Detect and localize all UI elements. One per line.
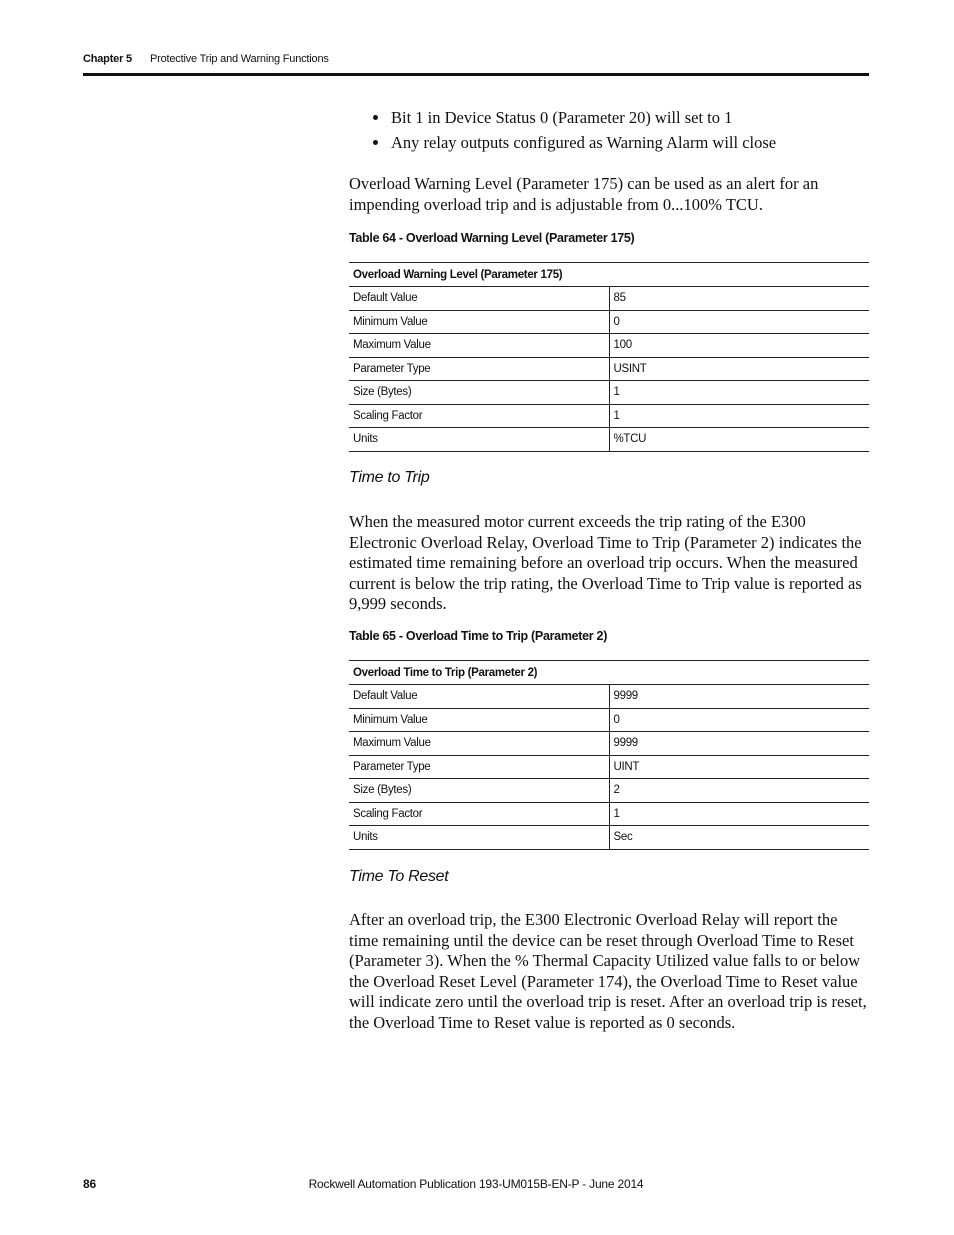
time-to-trip-paragraph: When the measured motor current exceeds the trip rating of the E300 Electronic Overload Relay, Overload Time to Trip (Parameter 2) indicates the estimated time remaining before an overload trip occurs. When the measured current is below the trip rating, the Overload Time to Trip value is reported as 9,999 seconds. <box>349 512 862 613</box>
page-number: 86 <box>83 1177 96 1191</box>
time-to-reset-heading: Time To Reset <box>349 868 449 885</box>
status-bullet-list <box>349 105 869 155</box>
chapter-label: Chapter 5 <box>83 53 132 65</box>
table-row: Parameter Type USINT <box>349 357 869 381</box>
list-item: Bit 1 in Device Status 0 (Parameter 20) will set to 1 <box>349 105 869 130</box>
bullet-icon <box>373 115 378 120</box>
bullet-icon <box>373 140 378 145</box>
table-row: Units %TCU <box>349 428 869 452</box>
table65 <box>349 660 869 850</box>
section-title: Protective Trip and Warning Functions <box>150 53 329 65</box>
table64-caption: Table 64 - Overload Warning Level (Parameter 175) <box>349 231 635 245</box>
table-row: Maximum Value 100 <box>349 334 869 358</box>
header-rule <box>83 73 869 76</box>
list-item: Any relay outputs configured as Warning Alarm will close <box>349 130 869 155</box>
table-row: Scaling Factor 1 <box>349 404 869 428</box>
table-row: Default Value 9999 <box>349 685 869 709</box>
table-row: Parameter Type UINT <box>349 755 869 779</box>
table-row: Maximum Value 9999 <box>349 732 869 756</box>
intro-paragraph: Overload Warning Level (Parameter 175) can be used as an alert for an impending overload trip and is adjustable from 0...100% TCU. <box>349 174 819 214</box>
time-to-reset-paragraph: After an overload trip, the E300 Electronic Overload Relay will report the time remaining until the device can be reset through Overload Time to Reset (Parameter 3). When the % Thermal Capacity Utilized value falls to or below the Overload Reset Level (Parameter 174), the Overload Time to Reset value will indicate zero until the overload trip is reset. After an overload trip is reset, the Overload Time to Reset value is reported as 0 seconds. <box>349 910 867 1032</box>
publication-info: Rockwell Automation Publication 193-UM015B-EN-P - June 2014 <box>308 1177 644 1191</box>
page-header <box>83 53 869 77</box>
table65-caption: Table 65 - Overload Time to Trip (Parameter 2) <box>349 629 608 643</box>
table64 <box>349 262 869 452</box>
table-row: Size (Bytes) 2 <box>349 779 869 803</box>
table-row: Scaling Factor 1 <box>349 802 869 826</box>
table-row: Default Value 85 <box>349 287 869 311</box>
table-row: Size (Bytes) 1 <box>349 381 869 405</box>
table-header: Overload Warning Level (Parameter 175) <box>349 263 869 287</box>
table-row: Minimum Value 0 <box>349 708 869 732</box>
table-header-row <box>349 263 869 287</box>
table-header-row <box>349 661 869 685</box>
table-header: Overload Time to Trip (Parameter 2) <box>349 661 869 685</box>
table-row: Units Sec <box>349 826 869 850</box>
time-to-trip-heading: Time to Trip <box>349 469 430 486</box>
table-row: Minimum Value 0 <box>349 310 869 334</box>
